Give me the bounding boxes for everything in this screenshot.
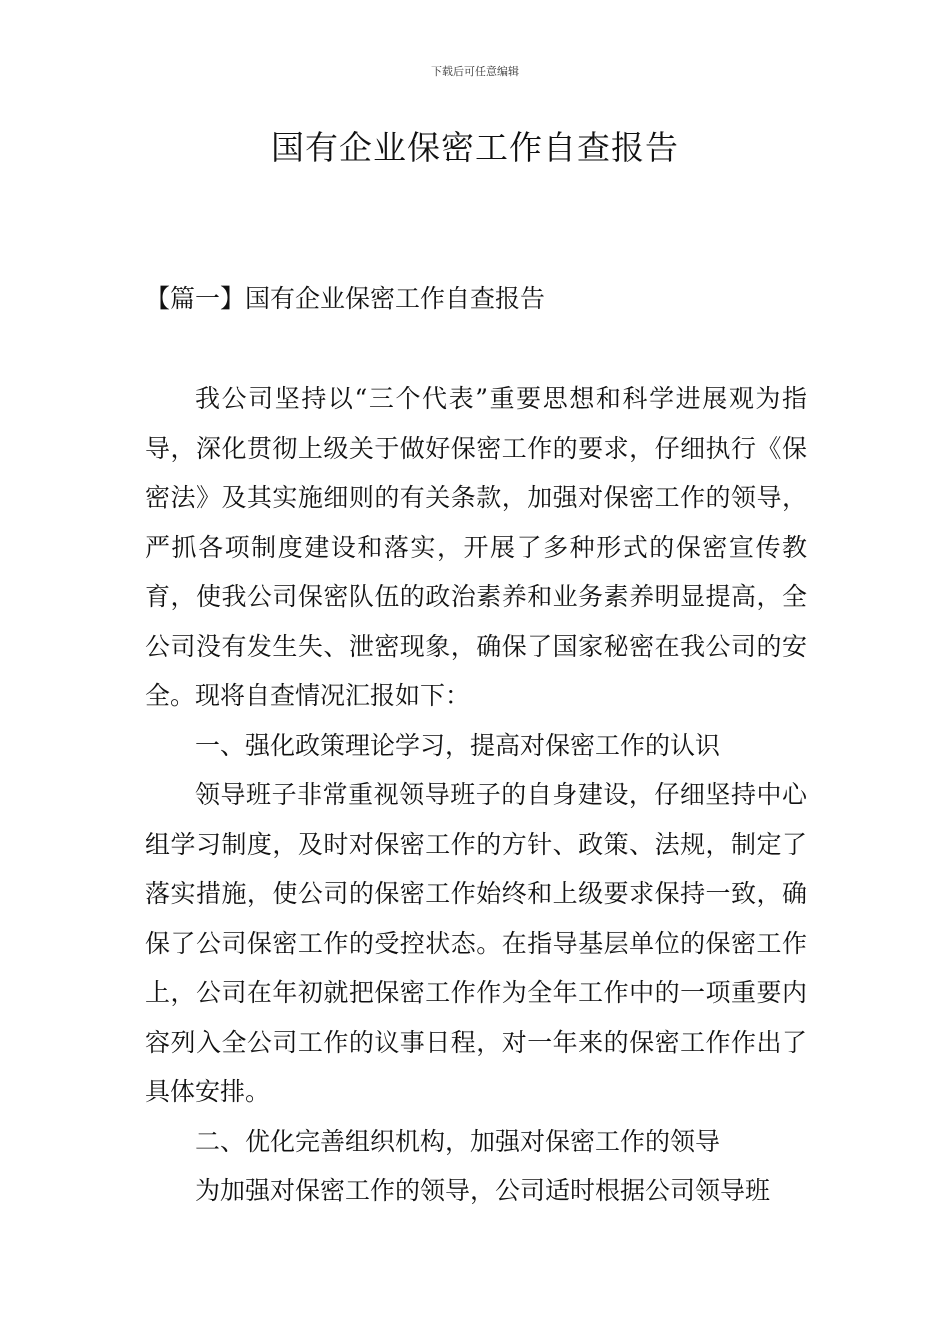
page-header-note: 下载后可任意编辑 <box>431 65 519 78</box>
body-paragraph: 为加强对保密工作的领导，公司适时根据公司领导班 <box>195 1176 771 1205</box>
document-title: 国有企业保密工作自查报告 <box>271 128 679 167</box>
section-heading: 【篇一】国有企业保密工作自查报告 <box>145 284 546 313</box>
document-body <box>145 374 807 1216</box>
subsection-heading: 二、优化完善组织机构，加强对保密工作的领导 <box>195 1126 721 1156</box>
body-paragraph: 我公司坚持以“三个代表”重要思想和科学进展观为指导，深化贯彻上级关于做好保密工作的要求，仔细执行《保密法》及其实施细则的有关条款，加强对保密工作的领导，严抓各项制度建设和落实，开展了多种形式的保密宣传教育，使我公司保密队伍的政治素养和业务素养明显提高，全公司没有发生失、泄密现象，确保了国家秘密在我公司的安全。现将自查情况汇报如下： <box>145 384 807 710</box>
body-paragraph: 领导班子非常重视领导班子的自身建设，仔细坚持中心组学习制度，及时对保密工作的方针、政策、法规，制定了落实措施，使公司的保密工作始终和上级要求保持一致，确保了公司保密工作的受控状态。在指导基层单位的保密工作上，公司在年初就把保密工作作为全年工作中的一项重要内容列入全公司工作的议事日程，对一年来的保密工作作出了具体安排。 <box>145 780 807 1106</box>
subsection-heading: 一、强化政策理论学习，提高对保密工作的认识 <box>195 730 721 760</box>
